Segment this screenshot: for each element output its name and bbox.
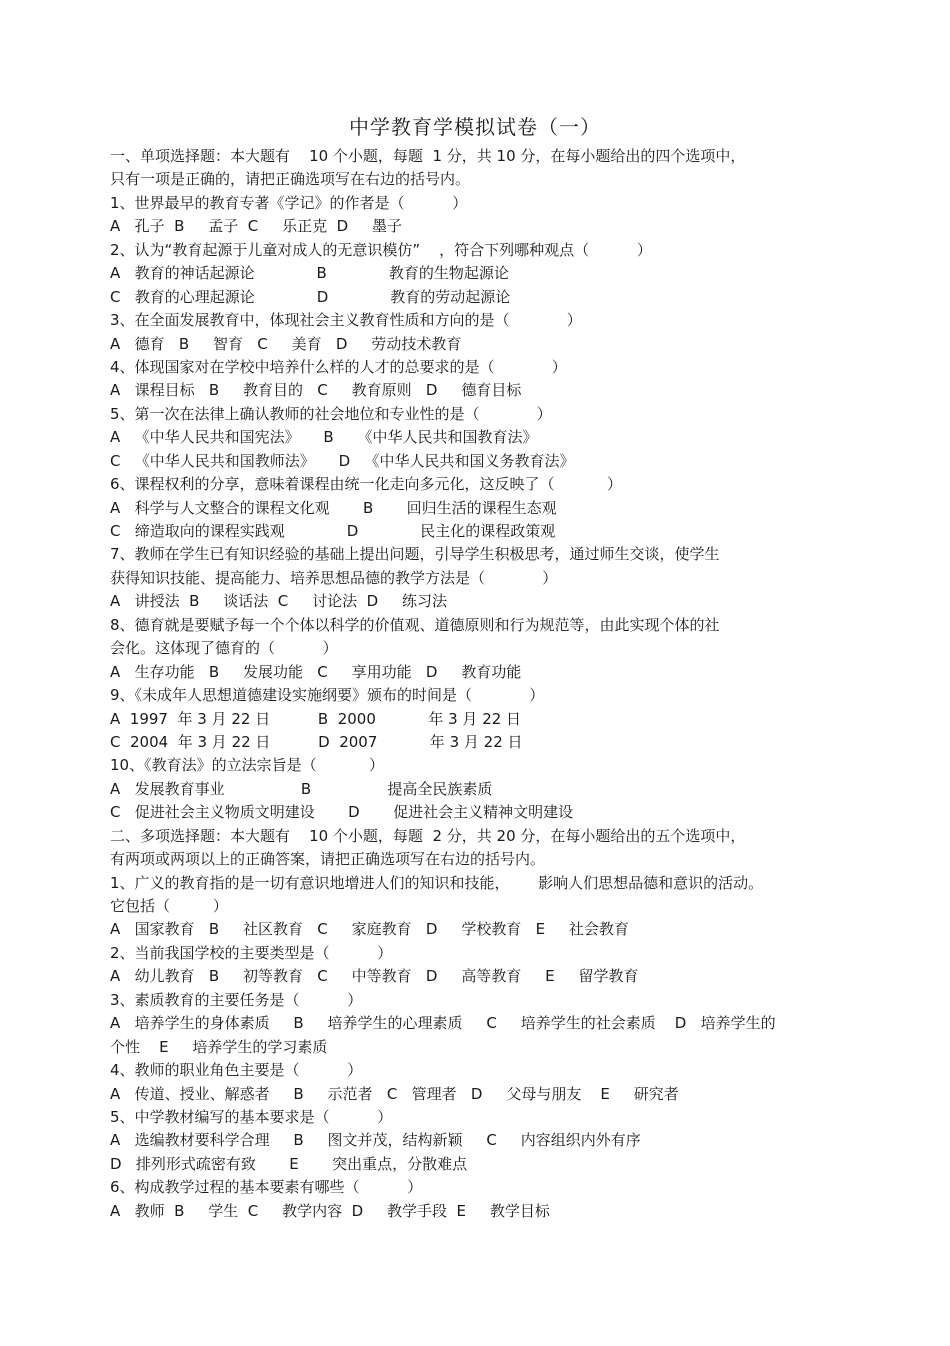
text-line: 5、中学教材编写的基本要求是（ ） xyxy=(110,1107,393,1126)
text-line: 9、《未成年人思想道德建设实施纲要》颁布的时间是（ ） xyxy=(110,686,545,705)
text-line: A 选编教材要科学合理 B 图文并茂，结构新颖 C 内容组织内外有序 xyxy=(110,1131,641,1150)
text-line: C 《中华人民共和国教师法》 D 《中华人民共和国义务教育法》 xyxy=(110,451,575,470)
text-line: 一、单项选择题：本大题有 10 个小题，每题 1 分，共 10 分，在每小题给出的四个选项中， xyxy=(110,147,746,165)
text-line: 10、《教育法》的立法宗旨是（ ） xyxy=(110,756,385,775)
text-line: A 培养学生的身体素质 B 培养学生的心理素质 C 培养学生的社会素质 D 培养学生的 xyxy=(110,1014,776,1033)
text-line: 二、多项选择题：本大题有 10 个小题，每题 2 分，共 20 分，在每小题给出的五个选项中， xyxy=(110,826,746,845)
text-line: 它包括（ ） xyxy=(110,897,228,915)
text-line: A 科学与人文整合的课程文化观 B 回归生活的课程生态观 xyxy=(110,498,557,517)
text-line: 1、广义的教育指的是一切有意识地增进人们的知识和技能， 影响人们思想品德和意识的活动。 xyxy=(110,873,764,892)
page-title: 中学教育学模拟试卷（一） xyxy=(349,115,601,139)
text-line: 个性 E 培养学生的学习素质 xyxy=(110,1037,328,1056)
text-line: 会化。这体现了德育的（ ） xyxy=(110,639,338,658)
text-line: 3、在全面发展教育中，体现社会主义教育性质和方向的是（ ） xyxy=(110,311,582,330)
text-line: 7、教师在学生已有知识经验的基础上提出问题，引导学生积极思考，通过师生交谈，使学生 xyxy=(110,545,720,564)
text-line: A 幼儿教育 B 初等教育 C 中等教育 D 高等教育 E 留学教育 xyxy=(110,967,639,986)
text-line: C 缔造取向的课程实践观 D 民主化的课程政策观 xyxy=(110,522,556,540)
text-line: A 发展教育事业 B 提高全民族素质 xyxy=(110,779,493,798)
text-line: A 讲授法 B 谈话法 C 讨论法 D 练习法 xyxy=(110,592,448,611)
text-line: C 教育的心理起源论 D 教育的劳动起源论 xyxy=(110,287,511,306)
text-line: 5、第一次在法律上确认教师的社会地位和专业性的是（ ） xyxy=(110,404,552,423)
text-line: A 教师 B 学生 C 教学内容 D 教学手段 E 教学目标 xyxy=(110,1201,550,1220)
text-line: A 传道、授业、解惑者 B 示范者 C 管理者 D 父母与朋友 E 研究者 xyxy=(110,1084,679,1103)
text-line: D 排列形式疏密有致 E 突出重点，分散难点 xyxy=(110,1154,468,1173)
text-line: 只有一项是正确的，请把正确选项写在右边的括号内。 xyxy=(110,170,471,189)
text-line: 获得知识技能、提高能力、培养思想品德的教学方法是（ ） xyxy=(110,568,558,587)
text-line: 8、德育就是要赋予每一个个体以科学的价值观、道德原则和行为规范等，由此实现个体的社 xyxy=(110,615,720,634)
text-line: 3、素质教育的主要任务是（ ） xyxy=(110,990,363,1009)
text-line: C 2004 年 3 月 22 日 D 2007 年 3 月 22 日 xyxy=(110,732,523,751)
text-line: 有两项或两项以上的正确答案，请把正确选项写在右边的括号内。 xyxy=(110,850,546,869)
text-line: 6、课程权利的分享，意味着课程由统一化走向多元化，这反映了（ ） xyxy=(110,475,622,494)
text-line: A 孔子 B 孟子 C 乐正克 D 墨子 xyxy=(110,217,403,236)
text-line: 1、世界最早的教育专著《学记》的作者是（ ） xyxy=(110,193,468,212)
text-line: A 《中华人民共和国宪法》 B 《中华人民共和国教育法》 xyxy=(110,428,538,447)
text-line: C 促进社会主义物质文明建设 D 促进社会主义精神文明建设 xyxy=(110,803,574,822)
text-line: A 德育 B 智育 C 美育 D 劳动技术教育 xyxy=(110,334,462,353)
text-line: A 生存功能 B 发展功能 C 享用功能 D 教育功能 xyxy=(110,662,522,681)
exam-body xyxy=(110,145,850,1223)
text-line: 4、体现国家对在学校中培养什么样的人才的总要求的是（ ） xyxy=(110,357,567,376)
text-line: A 1997 年 3 月 22 日 B 2000 年 3 月 22 日 xyxy=(110,709,522,728)
text-line: 6、构成教学过程的基本要素有哪些（ ） xyxy=(110,1178,423,1197)
text-line: 2、认为“教育起源于儿童对成人的无意识模仿” ，符合下列哪种观点（ ） xyxy=(110,240,652,259)
text-line: A 教育的神话起源论 B 教育的生物起源论 xyxy=(110,264,509,283)
text-line: A 国家教育 B 社区教育 C 家庭教育 D 学校教育 E 社会教育 xyxy=(110,920,629,939)
text-line: 4、教师的职业角色主要是（ ） xyxy=(110,1061,363,1080)
text-line: A 课程目标 B 教育目的 C 教育原则 D 德育目标 xyxy=(110,381,522,400)
text-line: 2、当前我国学校的主要类型是（ ） xyxy=(110,943,393,962)
